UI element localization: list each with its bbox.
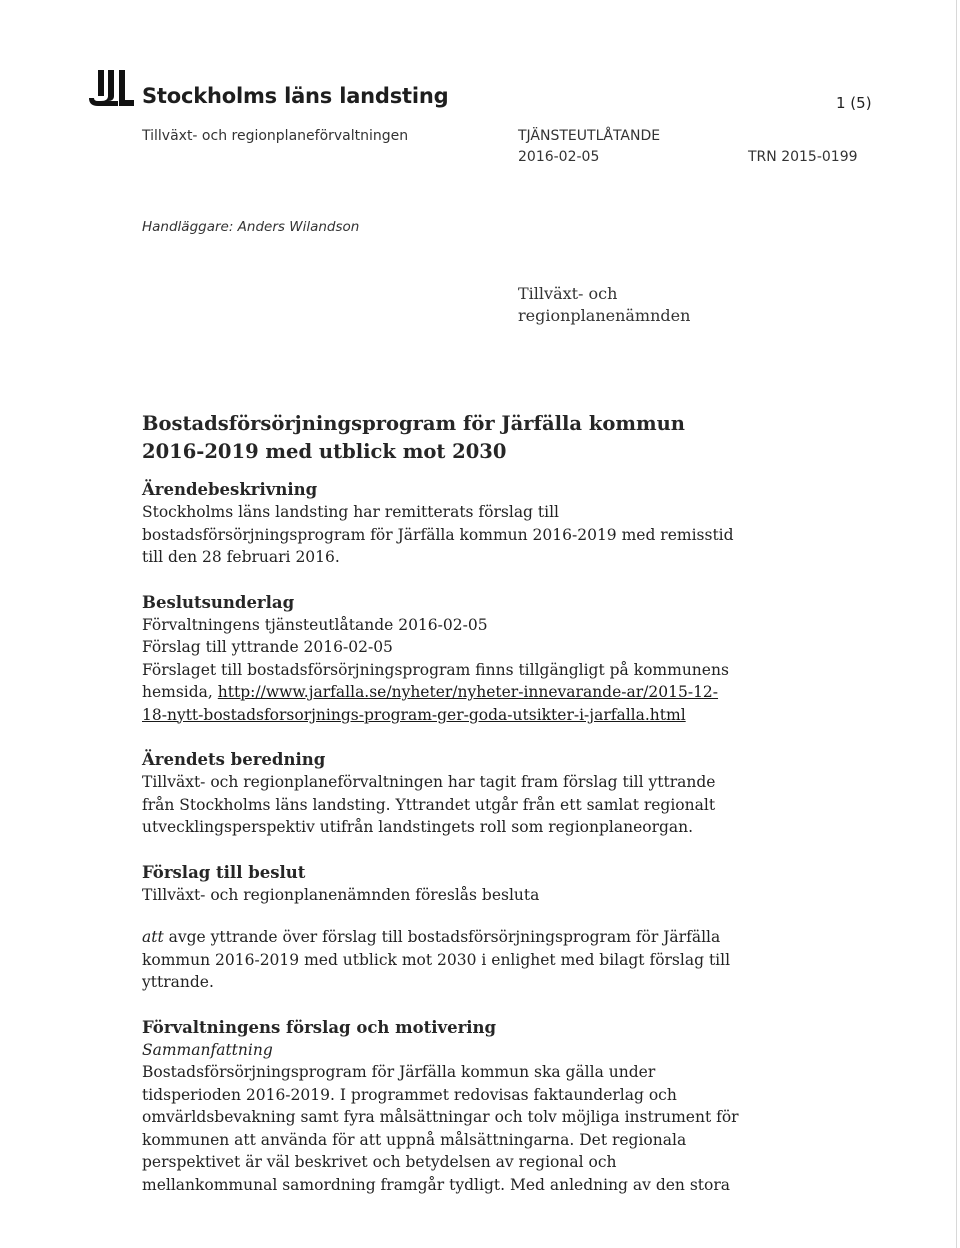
page-number: 1 (5) [836, 94, 872, 112]
page-edge [956, 0, 957, 1248]
recipient-line-1: Tillväxt- och [518, 284, 618, 303]
kommun-website-link[interactable]: http://www.jarfalla.se/nyheter/nyheter-innevarande-ar/2015-12- [217, 683, 719, 701]
recipient-line-2: regionplanenämnden [518, 306, 691, 325]
section-heading: Förvaltningens förslag och motivering [142, 1017, 497, 1037]
link-prefix: hemsida, [142, 683, 218, 701]
administration-name: Tillväxt- och regionplaneförvaltningen [142, 128, 409, 144]
section-arendets-beredning [142, 748, 802, 839]
paragraph-line: Bostadsförsörjningsprogram för Järfälla kommun ska gälla under [142, 1063, 656, 1081]
document-reference: TRN 2015-0199 [748, 149, 858, 165]
section-heading: Ärendets beredning [142, 750, 326, 769]
document-body [142, 410, 802, 1218]
paragraph-line: till den 28 februari 2016. [142, 548, 340, 566]
section-beslutsunderlag [142, 591, 802, 727]
decision-line [142, 926, 802, 949]
paragraph-line: Förvaltningens tjänsteutlåtande 2016-02-05 [142, 615, 488, 634]
decision-line: kommun 2016-2019 med utblick mot 2030 i enlighet med bilagt förslag till [142, 950, 731, 969]
paragraph-line: kommunen att använda för att uppnå målsättningarna. Det regionala [142, 1130, 687, 1149]
paragraph-line: tidsperioden 2016-2019. I programmet redovisas faktaunderlag och [142, 1085, 677, 1104]
kommun-website-link-continued[interactable]: 18-nytt-bostadsforsorjnings-program-ger-goda-utsikter-i-jarfalla.html [142, 705, 686, 724]
paragraph-line: mellankommunal samordning framgår tydligt. Med anledning av den stora [142, 1175, 730, 1194]
document-date: 2016-02-05 [518, 149, 600, 165]
document-title [142, 410, 802, 466]
section-heading: Ärendebeskrivning [142, 480, 318, 499]
paragraph-line: Tillväxt- och regionplaneförvaltningen har tagit fram förslag till yttrande [142, 773, 716, 791]
section-heading: Beslutsunderlag [142, 592, 295, 612]
paragraph-line: Tillväxt- och regionplanenämnden föreslås besluta [142, 885, 540, 904]
paragraph-line [142, 704, 802, 727]
subheading: Sammanfattning [142, 1040, 273, 1059]
title-line-2: 2016-2019 med utblick mot 2030 [142, 440, 507, 463]
title-line-1: Bostadsförsörjningsprogram för Järfälla kommun [142, 412, 685, 435]
section-heading: Förslag till beslut [142, 862, 306, 882]
org-name: Stockholms läns landsting [142, 84, 449, 108]
case-handler: Handläggare: Anders Wilandson [142, 219, 360, 235]
document-type: TJÄNSTEUTLÅTANDE [518, 128, 661, 144]
section-motivering [142, 1016, 802, 1197]
paragraph-line: utvecklingsperspektiv utifrån landstingets roll som regionplaneorgan. [142, 818, 694, 836]
paragraph-line [142, 681, 802, 704]
section-arendebeskrivning [142, 478, 802, 569]
paragraph-line: bostadsförsörjningsprogram för Järfälla kommun 2016-2019 med remisstid [142, 525, 734, 544]
att-word: att [142, 928, 164, 946]
paragraph-line: Stockholms läns landsting har remitterats förslag till [142, 503, 560, 521]
decision-line: yttrande. [142, 973, 214, 991]
decision-text: avge yttrande över förslag till bostadsförsörjningsprogram för Järfälla [163, 928, 721, 946]
paragraph-line: perspektivet är väl beskrivet och betydelsen av regional och [142, 1153, 617, 1171]
sll-logo-icon [88, 68, 136, 108]
paragraph-line: från Stockholms läns landsting. Yttrandet utgår från ett samlat regionalt [142, 795, 716, 814]
paragraph-line: Förslag till yttrande 2016-02-05 [142, 638, 393, 656]
paragraph-line: omvärldsbevakning samt fyra målsättningar och tolv möjliga instrument för [142, 1108, 739, 1126]
section-forslag-till-beslut [142, 861, 802, 994]
paragraph-line: Förslaget till bostadsförsörjningsprogram finns tillgängligt på kommunens [142, 660, 729, 679]
